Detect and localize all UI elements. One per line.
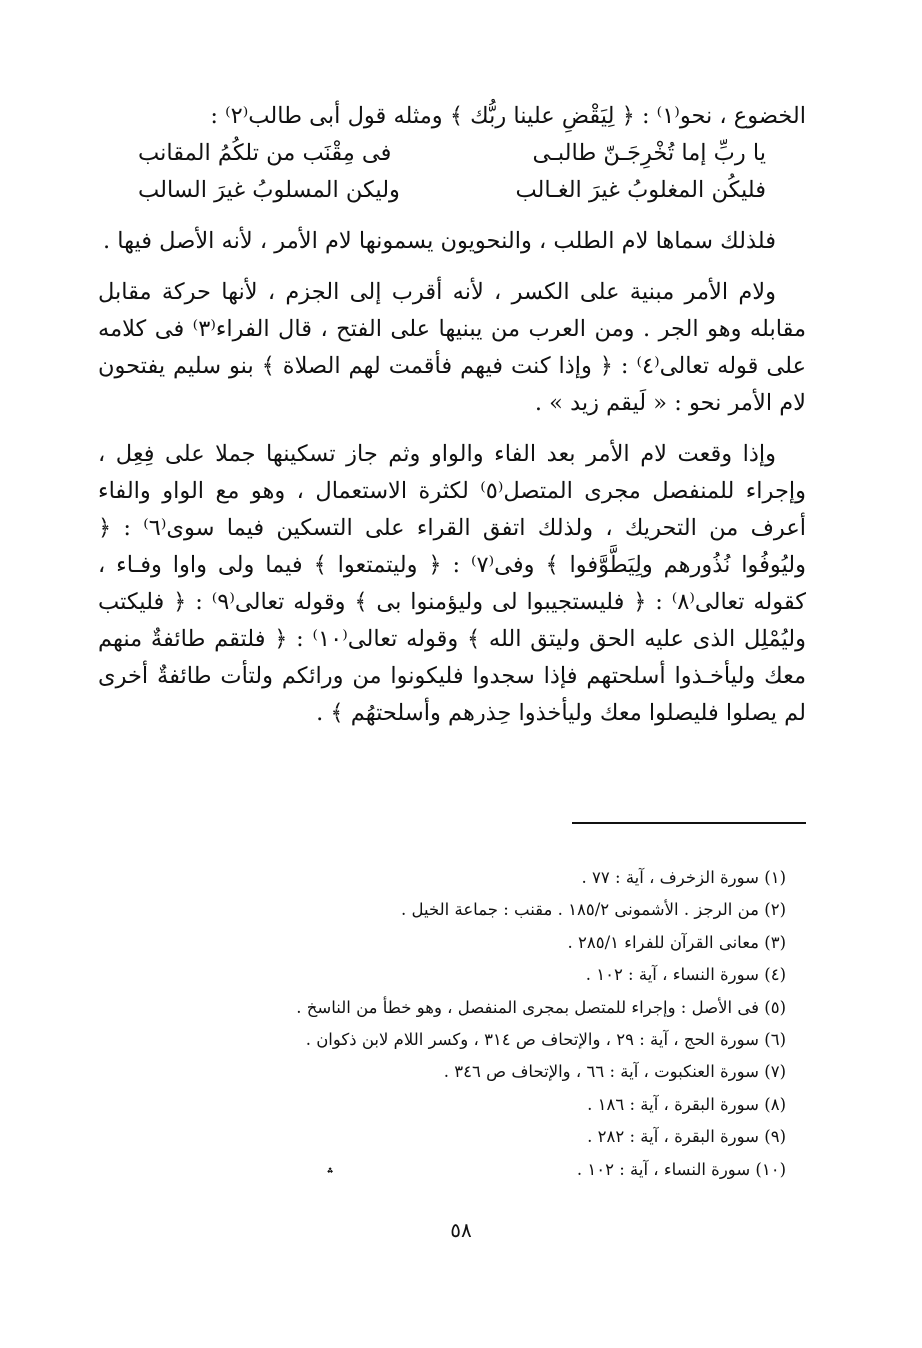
footnote-2: (٢) من الرجز . الأشمونى ١٨٥/٢ . مقنب : جماعة الخيل . xyxy=(401,900,786,920)
footnote-1: (١) سورة الزخرف ، آية : ٧٧ . xyxy=(581,868,786,887)
footnote-7: (٧) سورة العنكبوت ، آية : ٦٦ ، والإتحاف ص ٣٤٦ . xyxy=(443,1062,786,1082)
verse-1-second-hemistich: فى مِقْنَب من تلكُمُ المقانب xyxy=(138,140,392,166)
paragraph-4: وإذا وقعت لام الأمر بعد الفاء والواو وثم جاز تسكينها جملا على فِعِل ، وإجراء للمنفصل مجرى المتصل⁽٥⁾ لكثرة الاستعمال ، وهو مع الواو والفاء أعرف من التحريك ، ولذلك اتفق القراء على التسكين فيما سوى⁽٦⁾ : ﴿ وليُوفُوا نُذُورهم ولِيَطَّوَّفوا ﴾ وفى⁽٧⁾ : ﴿ وليتمتعوا ﴾ فيما ولى واوا وفـاء ، كقوله تعالى⁽٨⁾ : ﴿ فليستجيبوا لى وليؤمنوا بى ﴾ وقوله تعالى⁽٩⁾ : ﴿ فليكتب وليُمْلِل الذى عليه الحق وليتق الله ﴾ وقوله تعالى⁽١٠⁾ : ﴿ فلتقم طائفةٌ منهم معك وليأخـذوا أسلحتهم فإذا سجدوا فليكونوا من ورائكم ولتأت طائفةٌ أخرى لم يصلوا فليصلوا معك وليأخذوا حِذرهم وأسلحتهُم ﴾ . xyxy=(98,441,807,726)
footnote-5: (٥) فى الأصل : وإجراء للمتصل بمجرى المنفصل ، وهو خطأ من الناسخ . xyxy=(296,997,786,1017)
footnote-9: (٩) سورة البقرة ، آية : ٢٨٢ . xyxy=(587,1127,786,1147)
footnote-10: (١٠) سورة النساء ، آية : ١٠٢ . xyxy=(576,1159,786,1179)
verse-1-first-hemistich: يا ربِّ إما تُخْرِجَـنّ طالبـى xyxy=(532,140,766,166)
verse-line-2 xyxy=(138,172,766,209)
footnote-8: (٨) سورة البقرة ، آية : ١٨٦ . xyxy=(587,1094,786,1114)
poem-verses xyxy=(98,135,806,209)
footnote-separator xyxy=(572,822,806,824)
page-number: ٥٨ xyxy=(450,1218,472,1242)
main-text xyxy=(98,98,806,732)
verse-line-1 xyxy=(138,135,766,172)
paragraph-3: ولام الأمر مبنية على الكسر ، لأنه أقرب إلى الجزم ، لأنها حركة مقابل مقابله وهو الجر . ومن العرب من يبنيها على الفتح ، قال الفراء⁽٣⁾ فى كلامه على قوله تعالى⁽٤⁾ : ﴿ وإذا كنت فيهم فأقمت لهم الصلاة ﴾ بنو سليم يفتحون لام الأمر نحو : « لَيقم زيد » . xyxy=(98,279,806,416)
paragraph-2: فلذلك سماها لام الطلب ، والنحويون يسمونها لام الأمر ، لأنه الأصل فيها . xyxy=(102,228,776,254)
verse-2-first-hemistich: فليكُن المغلوبُ غيرَ الغـالب xyxy=(515,177,766,203)
footnote-6: (٦) سورة الحج ، آية : ٢٩ ، والإتحاف ص ٣١٤ ، وكسر اللام لابن ذكوان . xyxy=(305,1030,786,1050)
footnote-3: (٣) معانى القرآن للفراء ٢٨٥/١ . xyxy=(567,932,786,952)
footnotes xyxy=(150,862,786,1186)
verse-2-second-hemistich: وليكن المسلوبُ غيرَ السالب xyxy=(138,177,400,203)
paragraph-1: الخضوع ، نحو⁽١⁾ : ﴿ لِيَقْضِ علينا ربُّك ﴾ ومثله قول أبى طالب⁽٢⁾ : xyxy=(210,103,806,129)
footnote-4: (٤) سورة النساء ، آية : ١٠٢ . xyxy=(585,965,786,985)
ink-speck: ؞ xyxy=(326,1167,335,1183)
